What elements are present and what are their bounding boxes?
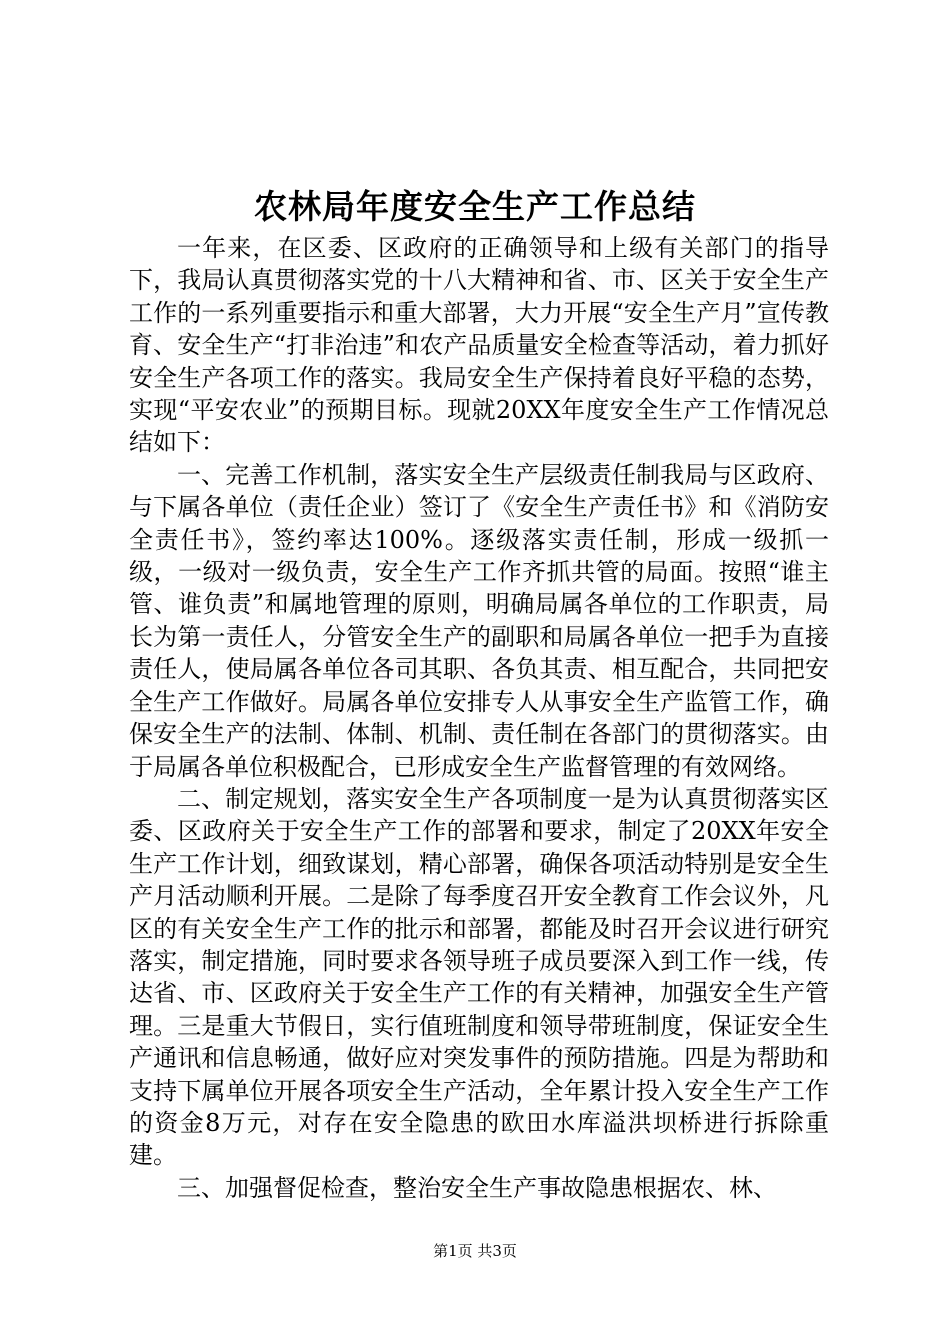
- paragraph-section-2: 二、制定规划，落实安全生产各项制度一是为认真贯彻落实区委、区政府关于安全生产工作的部署和要求，制定了20XX年安全生产工作计划，细致谋划，精心部署，确保各项活动特别是安全生产月活动顺利开展。二是除了每季度召开安全教育工作会议外，凡区的有关安全生产工作的批示和部署，都能及时召开会议进行研究落实，制定措施，同时要求各领导班子成员要深入到工作一线，传达省、市、区政府关于安全生产工作的有关精神，加强安全生产管理。三是重大节假日，实行值班制度和领导带班制度，保证安全生产通讯和信息畅通，做好应对突发事件的预防措施。四是为帮助和支持下属单位开展各项安全生产活动，全年累计投入安全生产工作的资金8万元，对存在安全隐患的欧田水库溢洪坝桥进行拆除重建。: [129, 784, 829, 1170]
- document-body: [129, 232, 829, 1204]
- paragraph-intro: 一年来，在区委、区政府的正确领导和上级有关部门的指导下，我局认真贯彻落实党的十八大精神和省、市、区关于安全生产工作的一系列重要指示和重大部署，大力开展“安全生产月”宣传教育、安全生产“打非治违”和农产品质量安全检查等活动，着力抓好安全生产各项工作的落实。我局安全生产保持着良好平稳的态势，实现“平安农业”的预期目标。现就20XX年度安全生产工作情况总结如下：: [129, 234, 829, 457]
- page-footer: 第1页 共3页: [433, 1242, 517, 1260]
- paragraph-section-3: 三、加强督促检查，整治安全生产事故隐患根据农、林、: [177, 1173, 777, 1202]
- document-title: 农林局年度安全生产工作总结: [254, 187, 696, 226]
- paragraph-section-1: 一、完善工作机制，落实安全生产层级责任制我局与区政府、与下属各单位（责任企业）签订了《安全生产责任书》和《消防安全责任书》，签约率达100%。逐级落实责任制，形成一级抓一级，一级对一级负责，安全生产工作齐抓共管的局面。按照“谁主管、谁负责”和属地管理的原则，明确局属各单位的工作职责，局长为第一责任人，分管安全生产的副职和局属各单位一把手为直接责任人，使局属各单位各司其职、各负其责、相互配合，共同把安全生产工作做好。局属各单位安排专人从事安全生产监管工作，确保安全生产的法制、体制、机制、责任制在各部门的贯彻落实。由于局属各单位积极配合，已形成安全生产监督管理的有效网络。: [129, 460, 829, 781]
